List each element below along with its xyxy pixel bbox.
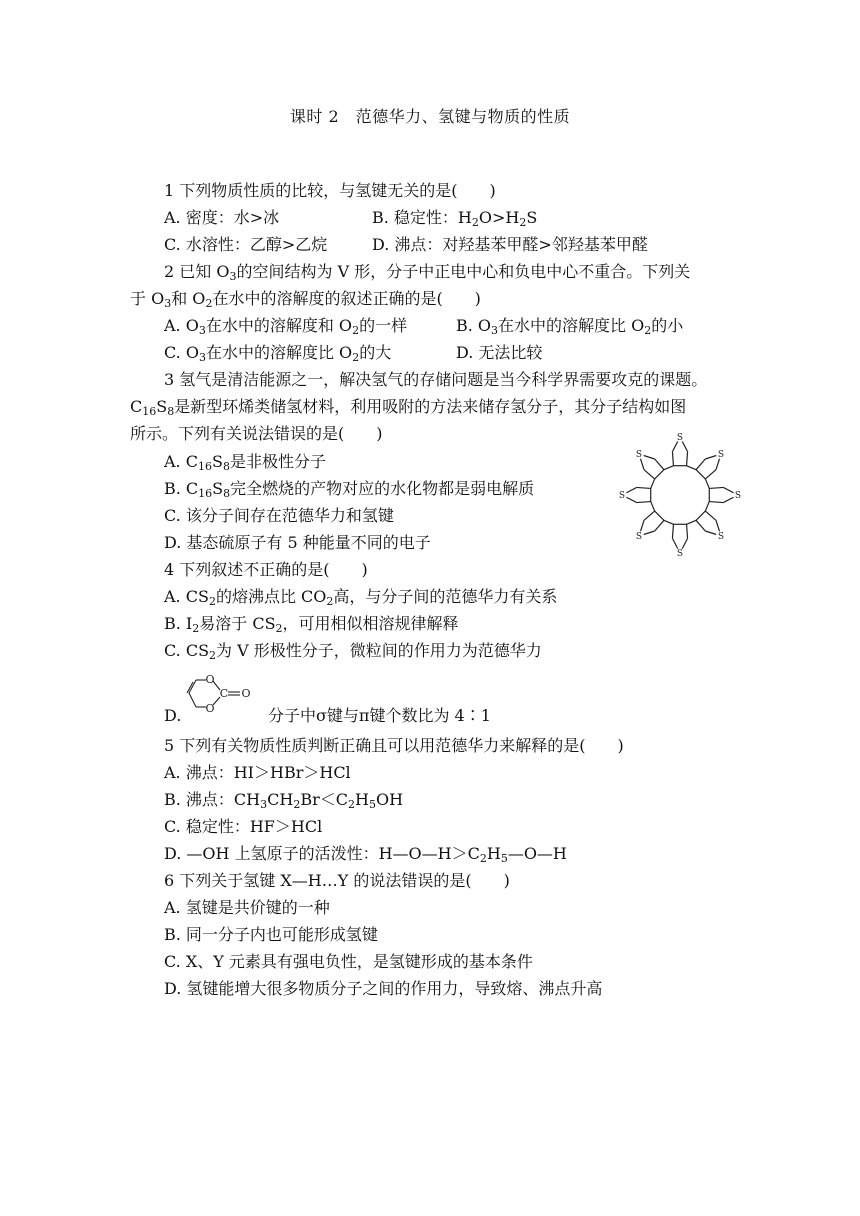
q1-option-b: B. 稳定性：$H_2O>H_2S$ xyxy=(372,208,538,229)
ring-bond xyxy=(655,511,664,520)
q4-option-d-label: D. xyxy=(164,706,182,725)
q6-stem: 6 下列关于氢键 X—H…Y 的说法错误的是( ) xyxy=(164,871,510,890)
ring-bond xyxy=(651,502,655,512)
q1-option-d: D. 沸点：对羟基苯甲醛>邻羟基苯甲醛 xyxy=(372,235,648,254)
q4-option-c: C. $CS_2$为 V 形极性分子，微粒间的作用力为范德华力 xyxy=(164,641,542,662)
q4-option-b: B. $I_2$易溶于 $CS_2$，可用相似相溶规律解释 xyxy=(164,614,459,635)
thiophene-bond xyxy=(655,459,664,470)
sulfur-atom-label: S xyxy=(635,449,643,460)
thiophene-bond xyxy=(705,470,716,479)
ring-bond xyxy=(696,470,705,479)
thiophene-bond xyxy=(705,455,716,459)
q3-option-a: A. $C_{16}S_8$是非极性分子 xyxy=(164,452,326,473)
q3-option-b: B. $C_{16}S_8$完全燃烧的产物对应的水化物都是弱电解质 xyxy=(164,479,535,500)
q3-option-c: C. 该分子间存在范德华力和氢键 xyxy=(164,506,394,525)
q1-stem: 1 下列物质性质的比较，与氢键无关的是( ) xyxy=(164,181,496,200)
q2-stem-line1: 2 已知 $O_3$的空间结构为 V 形，分子中正电中心和负电中心不重合。下列关 xyxy=(164,262,691,283)
sulfur-atom-label: S xyxy=(717,532,725,543)
q4-option-d-text: 分子中σ键与π键个数比为 4∶1 xyxy=(268,706,491,725)
thiophene-bond xyxy=(716,459,720,470)
thiophene-bond xyxy=(637,487,651,488)
q5-option-b: B. 沸点：$CH_3CH_2Br<C_2H_5OH$ xyxy=(164,790,404,811)
atom-c-carbonyl: C xyxy=(219,687,229,700)
thiophene-bond xyxy=(709,502,723,503)
sulfur-atom-label: S xyxy=(618,491,626,501)
q3-option-d: D. 基态硫原子有 5 种能量不同的电子 xyxy=(164,533,431,552)
thiophene-bond xyxy=(644,455,655,459)
page-title: 课时 2 范德华力、氢键与物质的性质 xyxy=(289,107,571,126)
thiophene-bond xyxy=(640,459,644,470)
q6-option-b: B. 同一分子内也可能形成氢键 xyxy=(164,925,378,944)
q3-stem-line2: $C_{16}S_8$是新型环烯类储氢材料，利用吸附的方法来储存氢分子，其分子结构如图 xyxy=(130,397,687,418)
thiophene-bond xyxy=(696,459,705,470)
sulfur-atom-label: S xyxy=(676,433,684,443)
ring-bond xyxy=(651,479,655,489)
thiophene-bond xyxy=(672,538,677,548)
q5-option-c: C. 稳定性：HF＞HCl xyxy=(164,817,323,836)
q6-option-a: A. 氢键是共价键的一种 xyxy=(164,898,330,917)
ring-bond xyxy=(705,502,709,512)
thiophene-bond xyxy=(644,511,655,520)
ring-bond xyxy=(696,511,705,520)
sulfur-atom-label: S xyxy=(717,449,725,460)
q2-stem-line2: 于 $O_3$和 $O_2$在水中的溶解度的叙述正确的是( ) xyxy=(130,289,481,310)
sulfur-atom-label: S xyxy=(676,549,684,559)
thiophene-bond xyxy=(687,524,688,538)
sulfur-atom-label: S xyxy=(734,491,742,501)
q6-option-c: C. X、Y 元素具有强电负性，是氢键形成的基本条件 xyxy=(164,952,533,971)
ring-bond xyxy=(664,520,674,524)
thiophene-bond xyxy=(705,511,716,520)
q2-option-c: C. $O_3$在水中的溶解度比 $O_2$的大 xyxy=(164,343,392,364)
q5-option-a: A. 沸点：HI＞HBr＞HCl xyxy=(164,763,351,782)
sulfur-atom-label: S xyxy=(635,532,643,543)
q5-stem: 5 下列有关物质性质判断正确且可以用范德华力来解释的是( ) xyxy=(164,736,624,755)
q2-option-d: D. 无法比较 xyxy=(456,343,543,362)
c16s8-structure-diagram xyxy=(610,420,750,570)
ring-bond xyxy=(664,466,674,470)
atom-o-carbonyl: O xyxy=(241,687,251,700)
thiophene-bond xyxy=(723,487,733,492)
thiophene-bond xyxy=(716,520,720,531)
atom-o-top: O xyxy=(205,673,215,686)
thiophene-bond xyxy=(709,487,723,488)
thiophene-bond xyxy=(687,452,688,466)
thiophene-bond xyxy=(705,531,716,535)
q2-option-a: A. $O_3$在水中的溶解度和 $O_2$的一样 xyxy=(164,316,408,337)
q1-option-c: C. 水溶性：乙醇>乙烷 xyxy=(164,235,328,254)
thiophene-bond xyxy=(682,538,687,548)
thiophene-bond xyxy=(637,502,651,503)
thiophene-bond xyxy=(672,524,673,538)
ring-bond xyxy=(687,520,697,524)
atom-o-bottom: O xyxy=(205,702,215,715)
q2-option-b: B. $O_3$在水中的溶解度比 $O_2$的小 xyxy=(456,316,684,337)
ring-bond xyxy=(655,470,664,479)
ring-bond xyxy=(705,479,709,489)
vinylene-carbonate-structure xyxy=(182,666,262,722)
ring-bond xyxy=(687,466,697,470)
thiophene-bond xyxy=(640,520,644,531)
thiophene-bond xyxy=(644,470,655,479)
thiophene-bond xyxy=(644,531,655,535)
q4-stem: 4 下列叙述不正确的是( ) xyxy=(164,560,368,579)
q1-option-a: A. 密度：水>冰 xyxy=(164,208,280,227)
thiophene-bond xyxy=(672,452,673,466)
thiophene-bond xyxy=(723,497,733,502)
q3-stem-line1: 3 氢气是清洁能源之一，解决氢气的存储问题是当今科学界需要攻克的课题。 xyxy=(164,370,708,389)
thiophene-bond xyxy=(626,497,636,502)
thiophene-bond xyxy=(655,520,664,531)
thiophene-bond xyxy=(626,487,636,492)
q4-option-a: A. $CS_2$的熔沸点比 $CO_2$高，与分子间的范德华力有关系 xyxy=(164,587,558,608)
q5-option-d: D. —OH 上氢原子的活泼性：$H—O—H>C_2H_5—O—H$ xyxy=(164,844,567,865)
q6-option-d: D. 氢键能增大很多物质分子之间的作用力，导致熔、沸点升高 xyxy=(164,979,603,998)
q3-stem-line3: 所示。下列有关说法错误的是( ) xyxy=(130,424,383,443)
thiophene-bond xyxy=(696,520,705,531)
